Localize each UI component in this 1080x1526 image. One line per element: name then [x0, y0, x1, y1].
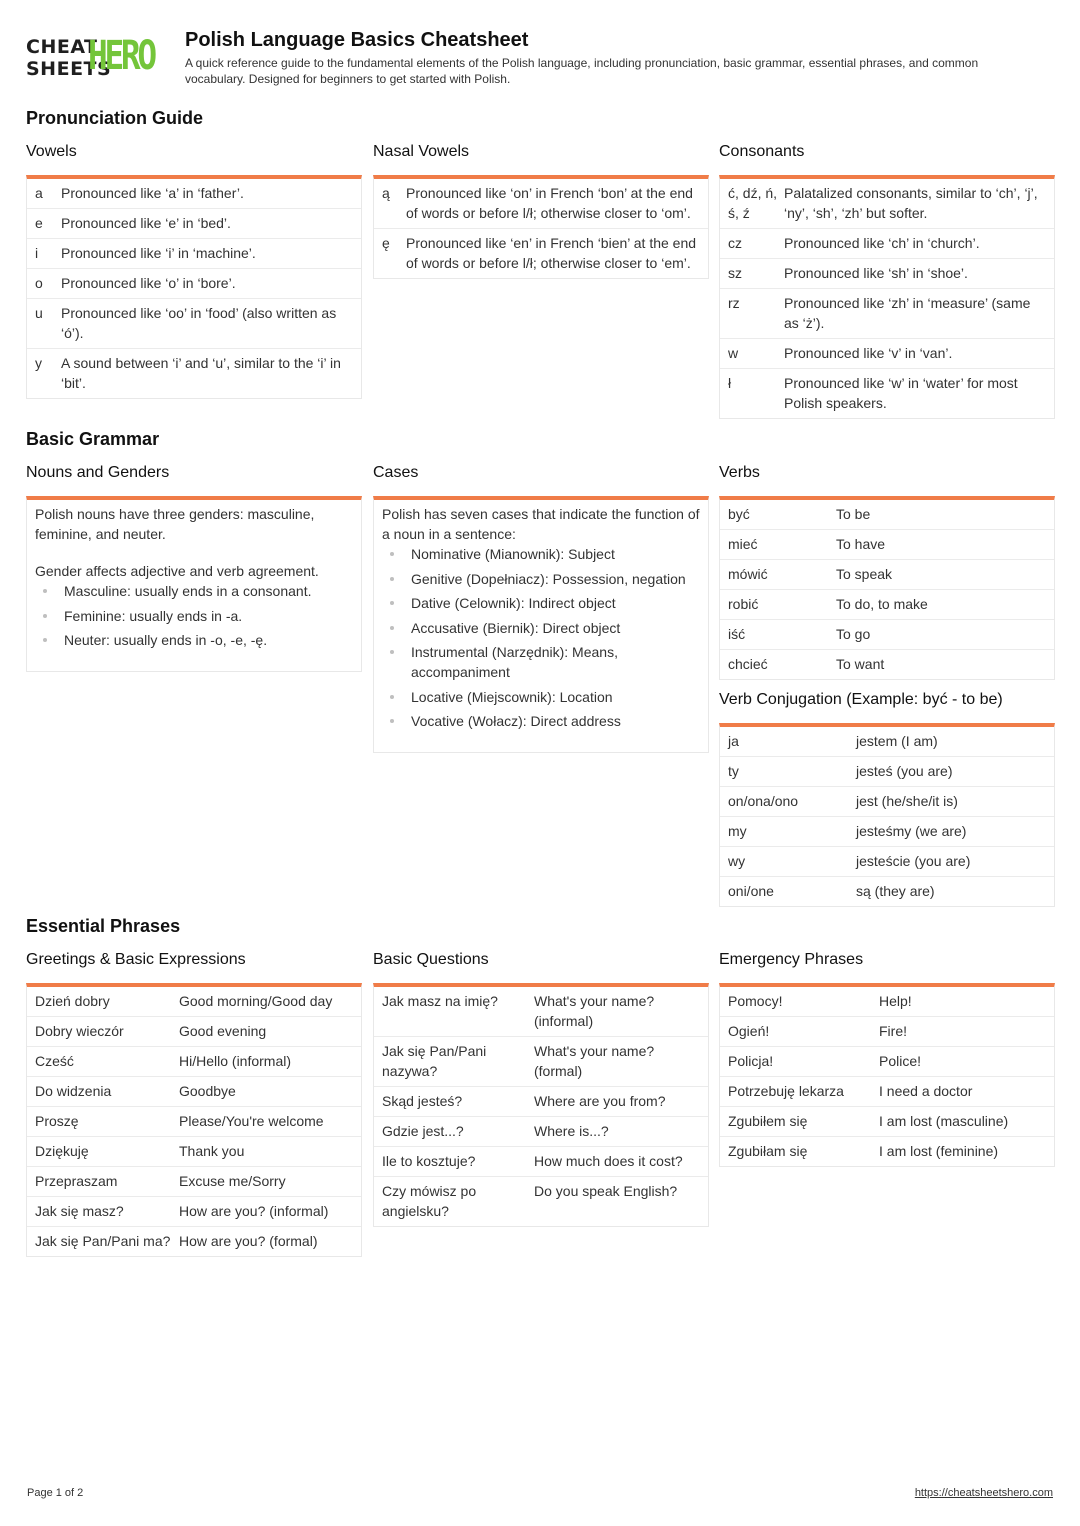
definition-cell: Do you speak English?	[534, 1183, 678, 1199]
table-row	[27, 1137, 361, 1167]
table-row	[374, 229, 708, 278]
term-cell: oni/one	[728, 883, 774, 899]
term-cell: o	[35, 275, 43, 291]
term-cell: Cześć	[35, 1053, 74, 1069]
term-cell: Skąd jesteś?	[382, 1093, 463, 1109]
definition-cell: Fire!	[879, 1023, 907, 1039]
logo-hero-text: HERO	[88, 33, 154, 79]
table-row	[720, 817, 1054, 847]
cheatsheetshero-logo[interactable]	[26, 34, 172, 82]
term-cell: u	[35, 305, 43, 321]
table-row	[720, 727, 1054, 757]
nouns-lead: Gender affects adjective and verb agreement.	[35, 563, 319, 579]
definition-cell: Where is...?	[534, 1123, 609, 1139]
definition-cell: How are you? (formal)	[179, 1233, 318, 1249]
card-title: Basic Questions	[373, 951, 489, 968]
table-row	[27, 1197, 361, 1227]
list-item: Vocative (Wołacz): Direct address	[411, 711, 700, 731]
term-cell: ę	[382, 235, 390, 251]
table-row	[720, 650, 1054, 679]
table-row	[720, 620, 1054, 650]
bullet-list	[35, 581, 353, 650]
table-row	[374, 1147, 708, 1177]
card-nasal-vowels	[373, 142, 709, 279]
table-row	[720, 289, 1054, 339]
card-consonants	[719, 142, 1055, 419]
table-row	[27, 1017, 361, 1047]
table-row	[27, 299, 361, 349]
definition-cell: Pronounced like ‘w’ in ‘water’ for most Polish speakers.	[784, 375, 1018, 411]
term-cell: mówić	[728, 566, 768, 582]
table-body	[719, 496, 1055, 680]
term-cell: Ile to kosztuje?	[382, 1153, 476, 1169]
text-block	[373, 496, 709, 753]
definition-cell: jest (he/she/it is)	[856, 793, 958, 809]
card-title: Consonants	[719, 143, 805, 160]
table-row	[720, 1107, 1054, 1137]
table-row	[720, 259, 1054, 289]
definition-cell: Goodbye	[179, 1083, 236, 1099]
term-cell: iść	[728, 626, 746, 642]
bullet-list	[382, 544, 700, 731]
table-row	[720, 987, 1054, 1017]
card-greetings	[26, 950, 362, 1257]
term-cell: Proszę	[35, 1113, 79, 1129]
definition-cell: Pronounced like ‘e’ in ‘bed’.	[61, 215, 231, 231]
table-row	[720, 560, 1054, 590]
definition-cell: Palatalized consonants, similar to ‘ch’, ‘j’, ‘ny’, ‘sh’, ‘zh’ but softer.	[784, 185, 1038, 221]
term-cell: Jak masz na imię?	[382, 993, 498, 1009]
card-nouns-genders	[26, 463, 362, 672]
term-cell: a	[35, 185, 43, 201]
logo-cheat-text: CHEAT	[26, 36, 98, 58]
card-title: Greetings & Basic Expressions	[26, 951, 246, 968]
card-cases	[373, 463, 709, 753]
table-row	[720, 179, 1054, 229]
table-body	[373, 983, 709, 1227]
term-cell: ty	[728, 763, 739, 779]
table-row	[27, 179, 361, 209]
definition-cell: Pronounced like ‘en’ in French ‘bien’ at the end of words or before l/ł; otherwise closer to ‘em’.	[406, 235, 697, 271]
definition-cell: Good evening	[179, 1023, 267, 1039]
definition-cell: Pronounced like ‘sh’ in ‘shoe’.	[784, 265, 968, 281]
definition-cell: To be	[836, 506, 871, 522]
definition-cell: I need a doctor	[879, 1083, 973, 1099]
table-row	[374, 1117, 708, 1147]
card-title: Cases	[373, 464, 419, 481]
table-row	[27, 349, 361, 398]
term-cell: rz	[728, 295, 740, 311]
table-body	[26, 175, 362, 399]
definition-cell: Hi/Hello (informal)	[179, 1053, 292, 1069]
definition-cell: Police!	[879, 1053, 922, 1069]
text-block	[26, 496, 362, 672]
definition-cell: A sound between ‘i’ and ‘u’, similar to the ‘i’ in ‘bit’.	[61, 355, 341, 391]
definition-cell: są (they are)	[856, 883, 935, 899]
definition-cell: To go	[836, 626, 871, 642]
term-cell: mieć	[728, 536, 758, 552]
term-cell: Policja!	[728, 1053, 774, 1069]
term-cell: Zgubiłam się	[728, 1143, 808, 1159]
term-cell: i	[35, 245, 39, 261]
term-cell: Jak się Pan/Pani ma?	[35, 1233, 171, 1249]
definition-cell: Where are you from?	[534, 1093, 666, 1109]
term-cell: w	[728, 345, 739, 361]
definition-cell: jesteś (you are)	[856, 763, 953, 779]
term-cell: Jak się masz?	[35, 1203, 124, 1219]
definition-cell: I am lost (masculine)	[879, 1113, 1009, 1129]
term-cell: on/ona/ono	[728, 793, 799, 809]
definition-cell: jesteście (you are)	[856, 853, 971, 869]
table-body	[373, 175, 709, 279]
table-row	[720, 339, 1054, 369]
table-body	[719, 983, 1055, 1167]
card-verb-conjugation	[719, 690, 1055, 907]
table-body	[719, 723, 1055, 907]
term-cell: Dobry wieczór	[35, 1023, 124, 1039]
definition-cell: Help!	[879, 993, 912, 1009]
card-verbs	[719, 463, 1055, 680]
definition-cell: Thank you	[179, 1143, 245, 1159]
list-item: Genitive (Dopełniacz): Possession, negation	[411, 569, 700, 589]
definition-cell: Pronounced like ‘v’ in ‘van’.	[784, 345, 953, 361]
table-row	[27, 239, 361, 269]
header	[26, 28, 1056, 88]
definition-cell: To want	[836, 656, 885, 672]
definition-cell: jestem (I am)	[856, 733, 938, 749]
term-cell: y	[35, 355, 42, 371]
term-cell: cz	[728, 235, 742, 251]
definition-cell: Pronounced like ‘oo’ in ‘food’ (also written as ‘ó’).	[61, 305, 337, 341]
term-cell: robić	[728, 596, 759, 612]
page-description: A quick reference guide to the fundamental elements of the Polish language, including pronunciation, basic grammar, essential phrases, and common vocabulary. Designed for beginners to get started with Polish.	[185, 56, 979, 86]
definition-cell: Please/You're welcome	[179, 1113, 324, 1129]
list-item: Accusative (Biernik): Direct object	[411, 618, 700, 638]
term-cell: Dzień dobry	[35, 993, 110, 1009]
definition-cell: Pronounced like ‘zh’ in ‘measure’ (same as ‘ż’).	[784, 295, 1031, 331]
term-cell: być	[728, 506, 750, 522]
table-row	[720, 1047, 1054, 1077]
section-title-grammar: Basic Grammar	[26, 429, 160, 449]
definition-cell: To do, to make	[836, 596, 928, 612]
card-title: Verbs	[719, 464, 760, 481]
list-item: Locative (Miejscownik): Location	[411, 687, 700, 707]
card-title: Nasal Vowels	[373, 143, 470, 160]
cases-intro: Polish has seven cases that indicate the function of a noun in a sentence:	[382, 506, 700, 542]
nouns-intro: Polish nouns have three genders: masculine, feminine, and neuter.	[35, 506, 315, 542]
table-row	[374, 1037, 708, 1087]
term-cell: e	[35, 215, 43, 231]
term-cell: Jak się Pan/Pani nazywa?	[382, 1043, 487, 1079]
list-item: Masculine: usually ends in a consonant.	[64, 581, 353, 601]
table-row	[720, 229, 1054, 259]
definition-cell: Pronounced like ‘i’ in ‘machine’.	[61, 245, 256, 261]
table-row	[720, 530, 1054, 560]
term-cell: wy	[728, 853, 746, 869]
table-row	[720, 500, 1054, 530]
table-row	[720, 1017, 1054, 1047]
card-title: Verb Conjugation (Example: być - to be)	[719, 691, 1003, 708]
term-cell: Ogień!	[728, 1023, 770, 1039]
table-row	[720, 877, 1054, 906]
definition-cell: Good morning/Good day	[179, 993, 333, 1009]
definition-cell: How are you? (informal)	[179, 1203, 329, 1219]
term-cell: Dziękuję	[35, 1143, 89, 1159]
card-title: Emergency Phrases	[719, 951, 864, 968]
term-cell: sz	[728, 265, 742, 281]
term-cell: chcieć	[728, 656, 768, 672]
definition-cell: To have	[836, 536, 886, 552]
term-cell: ą	[382, 185, 390, 201]
table-row	[27, 1107, 361, 1137]
definition-cell: Pronounced like ‘a’ in ‘father’.	[61, 185, 244, 201]
definition-cell: I am lost (feminine)	[879, 1143, 999, 1159]
section-title-pronunciation: Pronunciation Guide	[26, 108, 204, 128]
table-row	[720, 1137, 1054, 1166]
table-row	[374, 987, 708, 1037]
card-emergency	[719, 950, 1055, 1167]
page-number: Page 1 of 2	[27, 1487, 84, 1499]
card-basic-questions	[373, 950, 709, 1227]
table-row	[720, 590, 1054, 620]
card-title: Nouns and Genders	[26, 464, 170, 481]
table-row	[720, 757, 1054, 787]
table-row	[27, 987, 361, 1017]
section-title-phrases: Essential Phrases	[26, 916, 181, 936]
definition-cell: Pronounced like ‘on’ in French ‘bon’ at the end of words or before l/ł; otherwise closer to ‘om’.	[406, 185, 693, 221]
card-vowels	[26, 142, 362, 399]
term-cell: Do widzenia	[35, 1083, 112, 1099]
term-cell: ja	[728, 733, 739, 749]
table-row	[27, 1077, 361, 1107]
table-body	[719, 175, 1055, 419]
table-row	[720, 847, 1054, 877]
table-row	[27, 1167, 361, 1197]
table-row	[374, 1177, 708, 1226]
term-cell: Pomocy!	[728, 993, 783, 1009]
definition-cell: What's your name? (informal)	[534, 993, 655, 1029]
term-cell: ć, dź, ń, ś, ź	[728, 185, 778, 221]
table-row	[374, 179, 708, 229]
definition-cell: How much does it cost?	[534, 1153, 683, 1169]
term-cell: Zgubiłem się	[728, 1113, 808, 1129]
table-row	[374, 1087, 708, 1117]
term-cell: Przepraszam	[35, 1173, 118, 1189]
definition-cell: What's your name? (formal)	[534, 1043, 655, 1079]
logo-sheets-text: SHEETS	[26, 58, 112, 80]
table-body	[26, 983, 362, 1257]
definition-cell: Excuse me/Sorry	[179, 1173, 286, 1189]
footer-link[interactable]: https://cheatsheetshero.com	[914, 1487, 1053, 1499]
term-cell: ł	[728, 375, 732, 391]
definition-cell: jesteśmy (we are)	[856, 823, 967, 839]
table-row	[720, 787, 1054, 817]
table-row	[720, 1077, 1054, 1107]
table-row	[27, 209, 361, 239]
table-row	[27, 269, 361, 299]
list-item: Dative (Celownik): Indirect object	[411, 593, 700, 613]
term-cell: Gdzie jest...?	[382, 1123, 464, 1139]
definition-cell: Pronounced like ‘ch’ in ‘church’.	[784, 235, 980, 251]
page-title: Polish Language Basics Cheatsheet	[185, 29, 529, 51]
term-cell: my	[728, 823, 747, 839]
list-item: Feminine: usually ends in -a.	[64, 606, 353, 626]
list-item: Instrumental (Narzędnik): Means, accompaniment	[411, 642, 700, 682]
definition-cell: Pronounced like ‘o’ in ‘bore’.	[61, 275, 236, 291]
term-cell: Potrzebuję lekarza	[728, 1083, 844, 1099]
table-row	[720, 369, 1054, 418]
table-row	[27, 1227, 361, 1256]
list-item: Neuter: usually ends in -o, -e, -ę.	[64, 630, 353, 650]
table-row	[27, 1047, 361, 1077]
term-cell: Czy mówisz po angielsku?	[382, 1183, 477, 1219]
list-item: Nominative (Mianownik): Subject	[411, 544, 700, 564]
card-title: Vowels	[26, 143, 77, 160]
definition-cell: To speak	[836, 566, 893, 582]
